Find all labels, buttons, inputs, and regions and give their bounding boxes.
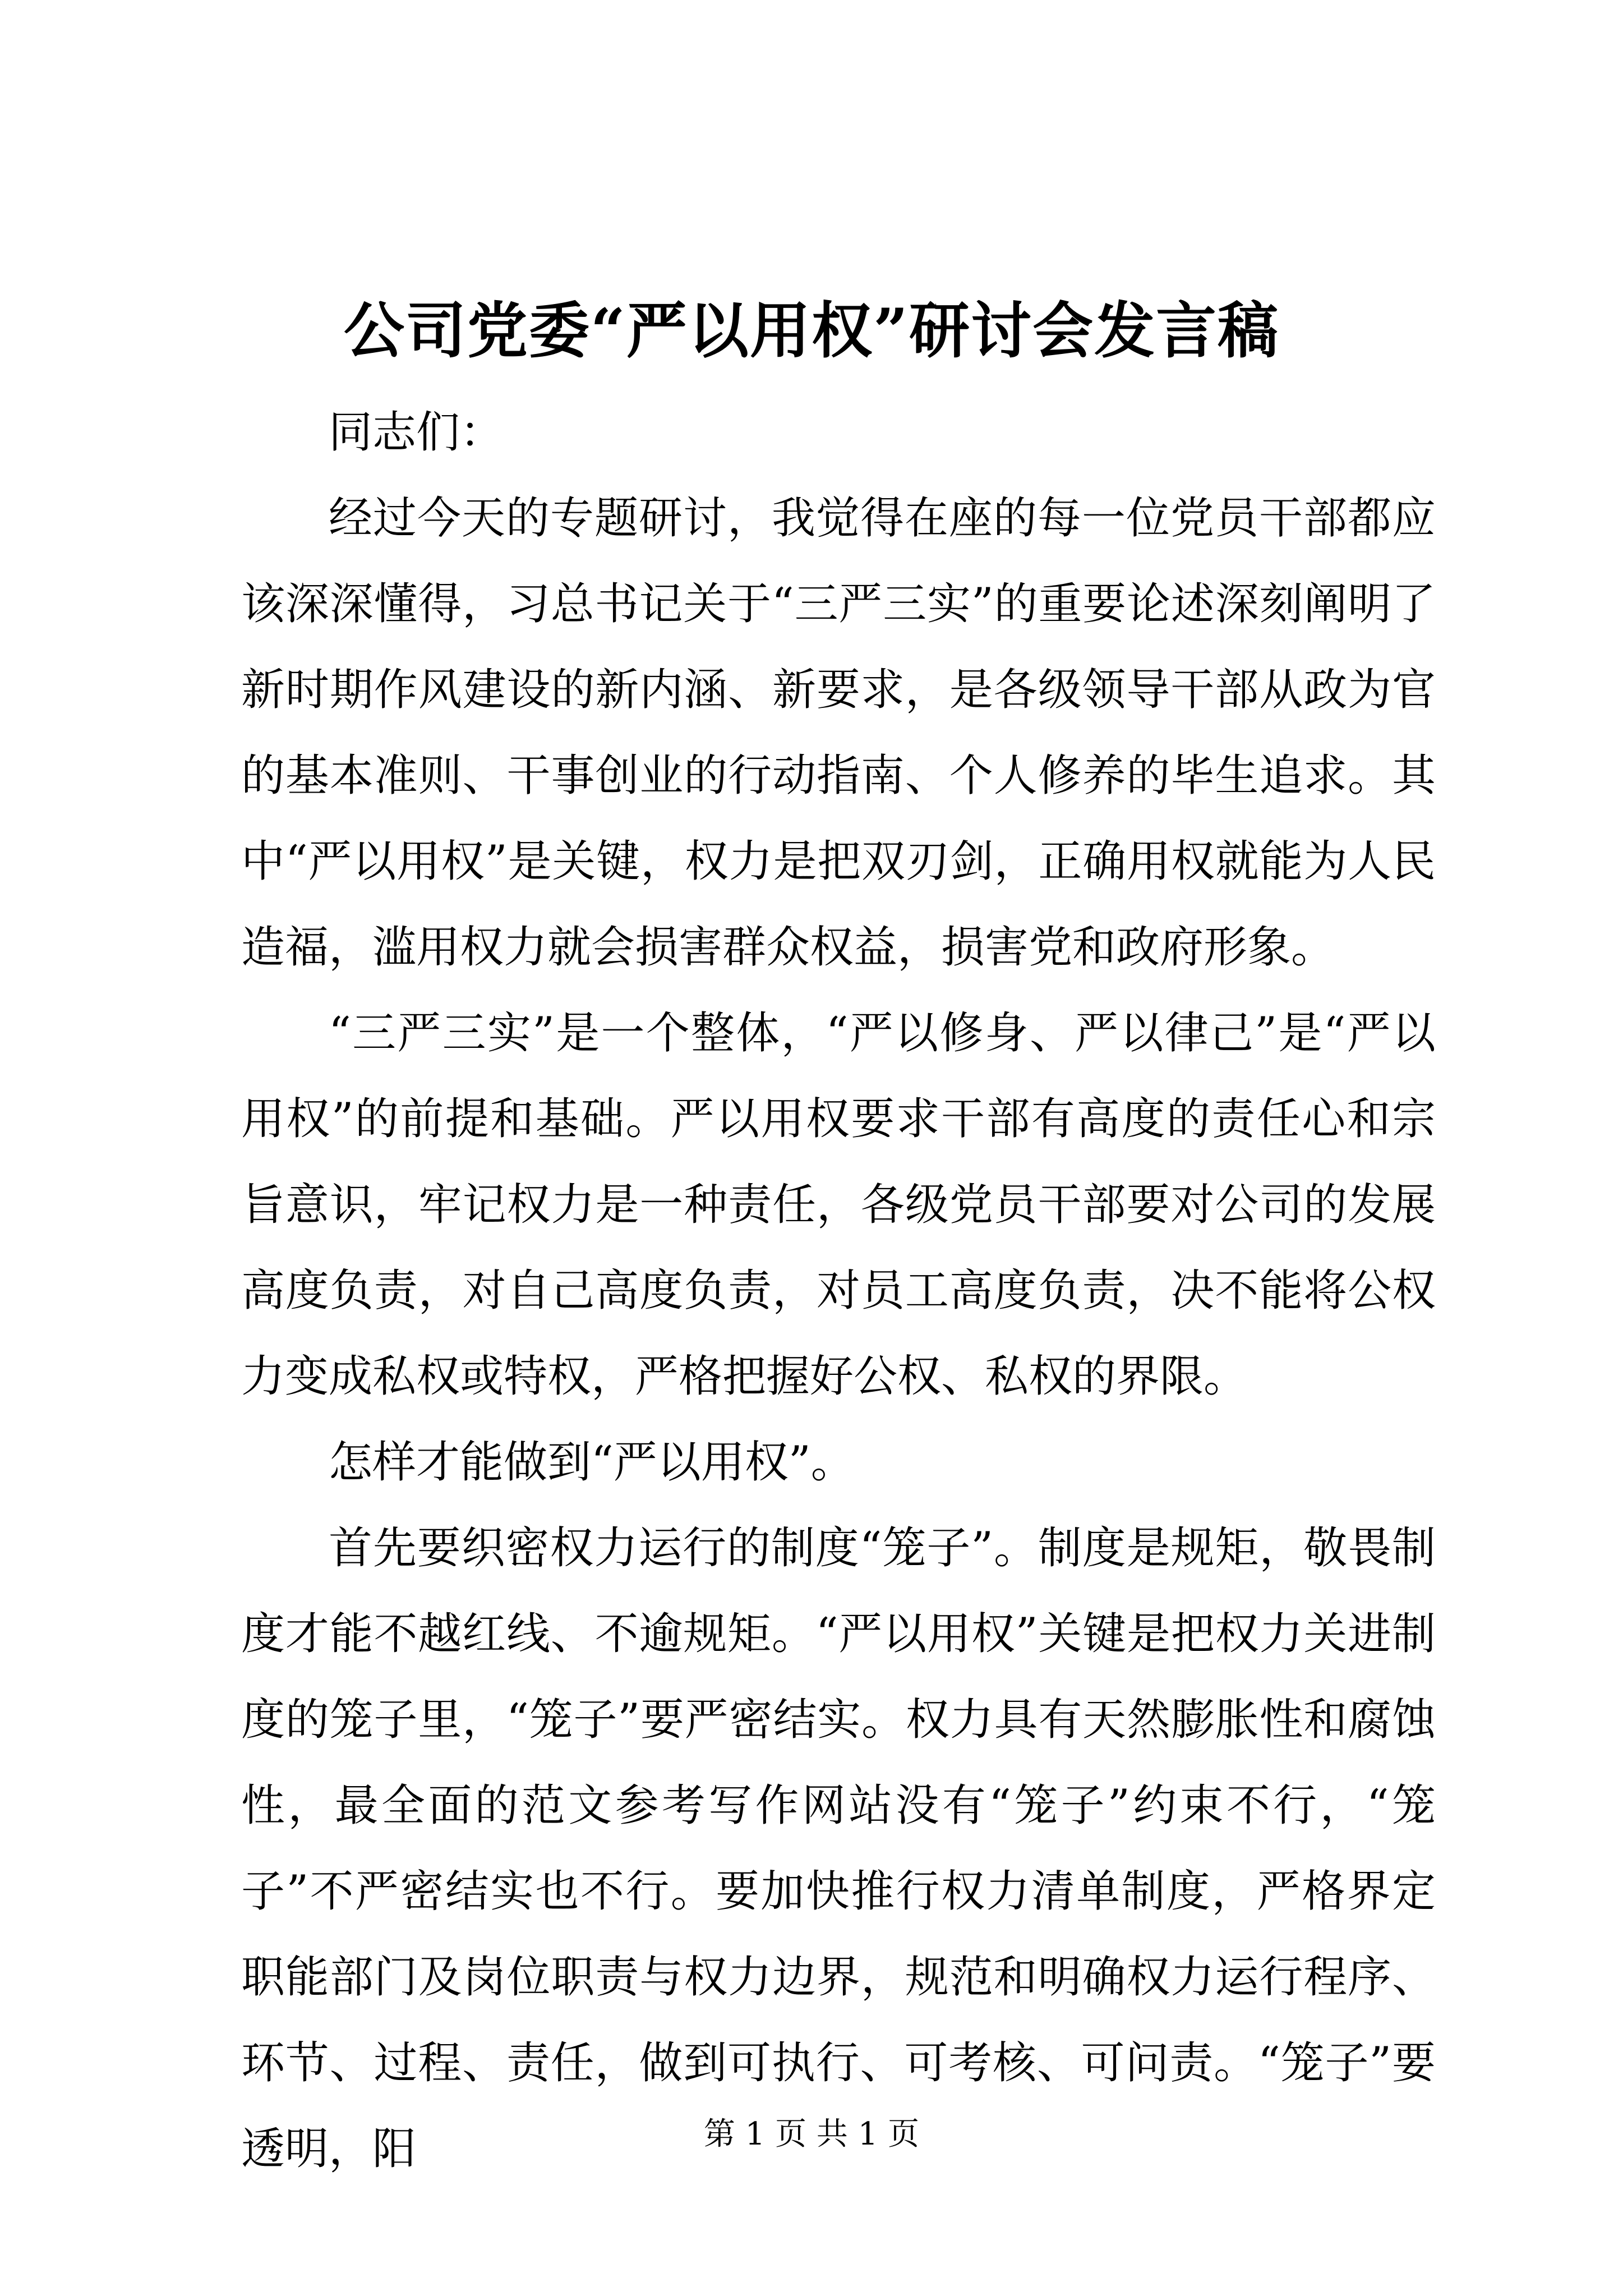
paragraph-3: 怎样才能做到“严以用权”。: [329, 1437, 855, 1488]
document-body: [241, 390, 1436, 2192]
paragraph-2: “三严三实”是一个整体，“严以修身、严以律己”是“严以用权”的前提和基础。严以用权要求干部有高度的责任心和宗旨意识，牢记权力是一种责任，各级党员干部要对公司的发展高度负责，对自己高度负责，对员工高度负责，决不能将公权力变成私权或特权，严格把握好公权、私权的界限。: [241, 1008, 1436, 1402]
salutation: 同志们：: [329, 407, 504, 458]
document-title: 公司党委“严以用权”研讨会发言稿: [343, 296, 1280, 366]
page-footer: 第 1 页 共 1 页: [703, 2116, 920, 2152]
paragraph-4: 首先要织密权力运行的制度“笼子”。制度是规矩，敬畏制度才能不越红线、不逾规矩。“严以用权”关键是把权力关进制度的笼子里，“笼子”要严密结实。权力具有天然膨胀性和腐蚀性，最全面的范文参考写作网站没有“笼子”约束不行，“笼子”不严密结实也不行。要加快推行权力清单制度，严格界定职能部门及岗位职责与权力边界，规范和明确权力运行程序、环节、过程、责任，做到可执行、可考核、可问责。“笼子”要透明，阳: [241, 1523, 1436, 2174]
paragraph-1: 经过今天的专题研讨，我觉得在座的每一位党员干部都应该深深懂得，习总书记关于“三严三实”的重要论述深刻阐明了新时期作风建设的新内涵、新要求，是各级领导干部从政为官的基本准则、干事创业的行动指南、个人修养的毕生追求。其中“严以用权”是关键，权力是把双刃剑，正确用权就能为人民造福，滥用权力就会损害群众权益，损害党和政府形象。: [241, 493, 1436, 973]
